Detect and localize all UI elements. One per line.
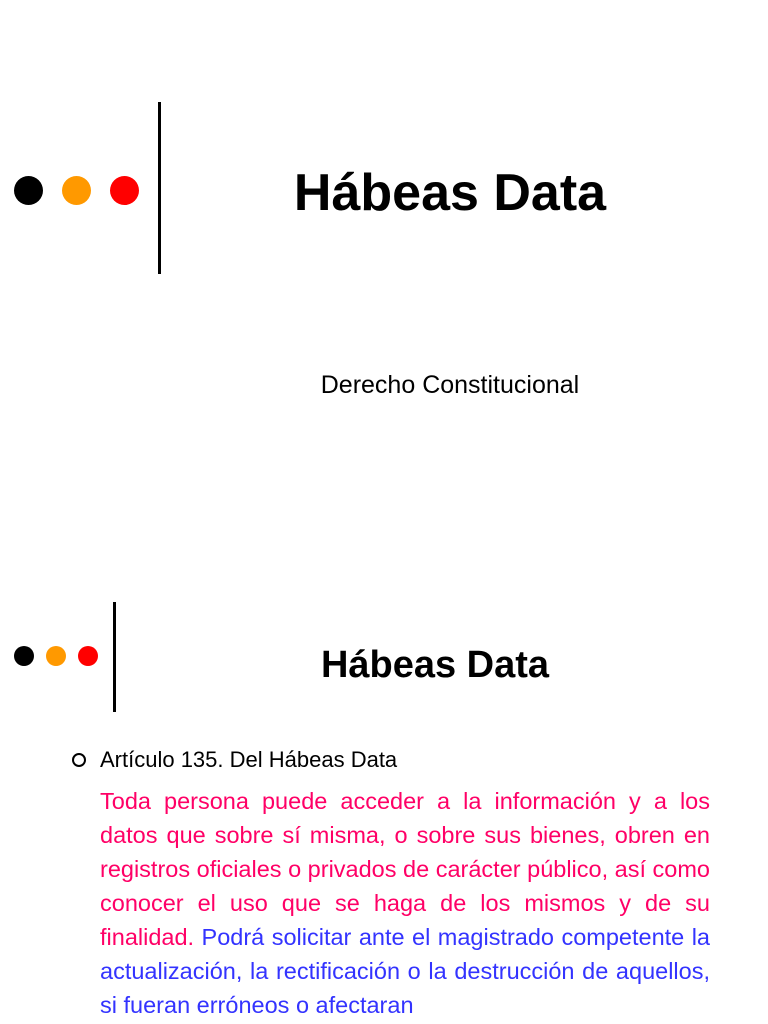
vertical-divider — [113, 602, 116, 712]
red-dot-icon — [78, 646, 98, 666]
paragraph-blue-text: Podrá solicitar ante el magistrado competente la actualización, la rectificación o la destrucción de aquellos, si fueran erróneos o afectaran — [100, 924, 711, 1018]
red-dot-icon — [110, 176, 139, 205]
slide-subtitle: Derecho Constitucional — [320, 371, 580, 399]
black-dot-icon — [14, 646, 34, 666]
article-paragraph — [100, 784, 710, 1022]
orange-dot-icon — [62, 176, 91, 205]
bullet-text: Artículo 135. Del Hábeas Data — [100, 747, 398, 772]
paragraph-pink-text: Toda persona puede acceder a la información y a los datos que sobre sí misma, o sobre sus bienes, obren en registros oficiales o privados de carácter público, así como conocer el uso que se haga de los mismos y de su finalidad. — [100, 788, 710, 950]
orange-dot-icon — [46, 646, 66, 666]
bullet-item — [72, 744, 397, 776]
slide-title: Hábeas Data — [293, 164, 607, 222]
slide-title: Hábeas Data — [320, 644, 550, 686]
black-dot-icon — [14, 176, 43, 205]
vertical-divider — [158, 102, 161, 274]
hollow-circle-bullet-icon — [72, 753, 86, 767]
content-slide — [0, 560, 768, 1024]
